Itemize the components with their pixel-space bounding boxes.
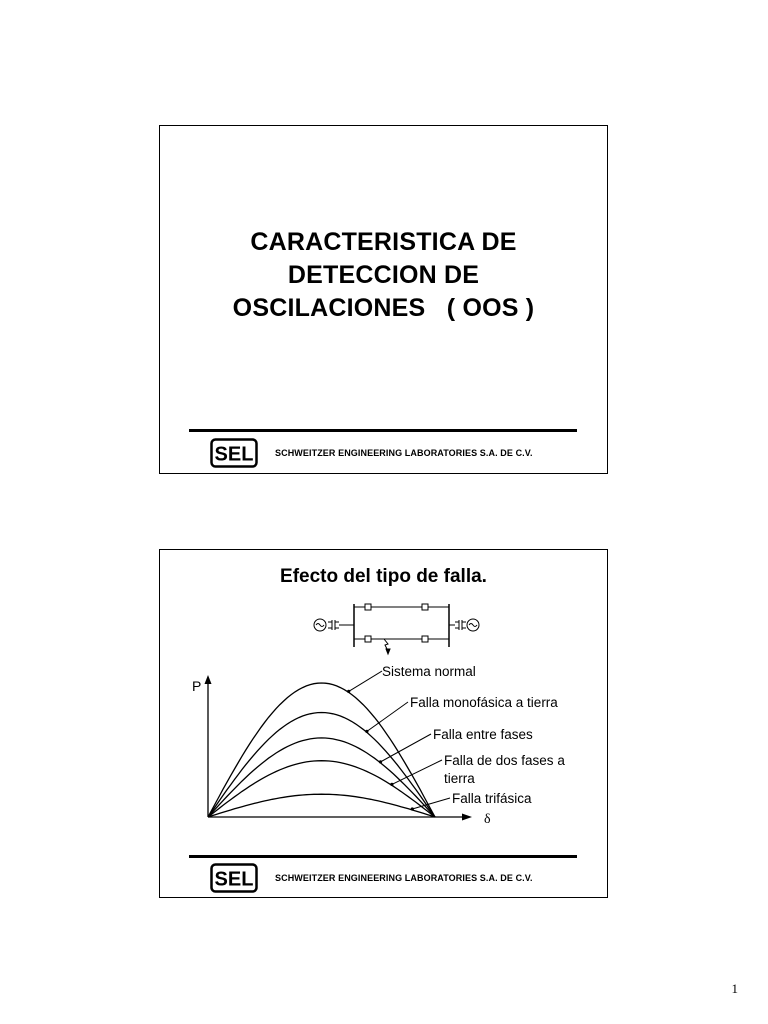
fault-arrow-icon	[386, 649, 390, 654]
title-line-2: DETECCION DE	[287, 261, 480, 289]
footer-divider	[189, 429, 577, 432]
leader-arrow-2	[365, 730, 368, 733]
breaker-icon	[422, 604, 428, 610]
leader-line-1	[349, 671, 382, 691]
page-number: 1	[731, 981, 738, 996]
leader-arrow-3	[379, 760, 382, 763]
breaker-icon	[365, 636, 371, 642]
breaker-icon	[365, 604, 371, 610]
transformer-right-icon	[455, 620, 466, 630]
slide-footer	[210, 862, 533, 894]
one-line-diagram	[314, 604, 479, 654]
y-axis-label: P	[192, 678, 202, 694]
company-name: SCHWEITZER ENGINEERING LABORATORIES S.A. DE C.V.	[275, 873, 533, 883]
slide-footer	[210, 437, 533, 469]
label-falla-entre-fases: Falla entre fases	[433, 727, 533, 742]
x-axis-arrow	[462, 814, 472, 821]
leader-line-4	[392, 760, 442, 784]
curve-3	[208, 738, 435, 817]
sine-glyph-right	[469, 624, 477, 627]
logo-text: SEL	[214, 443, 254, 466]
power-angle-chart	[160, 550, 609, 850]
label-sistema-normal: Sistema normal	[382, 664, 476, 679]
curve-5	[208, 794, 435, 817]
leader-arrow-4	[390, 783, 393, 786]
breaker-icon	[422, 636, 428, 642]
leader-arrow-5	[411, 807, 414, 810]
sel-logo	[210, 863, 258, 893]
curve-1	[208, 683, 435, 817]
title-line-3: OSCILACIONES ( OOS )	[232, 294, 535, 322]
curve-2	[208, 713, 435, 818]
x-axis-label: δ	[484, 812, 491, 827]
sel-logo	[210, 438, 258, 468]
label-falla-dos-fases-line-2: tierra	[444, 771, 475, 786]
slide-2	[159, 549, 608, 898]
sine-glyph-left	[316, 624, 324, 627]
slide-1	[159, 125, 608, 474]
footer-divider	[189, 855, 577, 858]
company-name: SCHWEITZER ENGINEERING LABORATORIES S.A. DE C.V.	[275, 448, 533, 458]
slide-2-title: Efecto del tipo de falla.	[280, 566, 487, 587]
logo-text: SEL	[214, 868, 254, 891]
label-falla-monofasica: Falla monofásica a tierra	[410, 695, 558, 710]
transformer-left-icon	[328, 620, 339, 630]
slide-1-title	[160, 226, 607, 325]
leader-arrow-1	[347, 690, 350, 693]
label-falla-trifasica: Falla trifásica	[452, 791, 532, 806]
label-falla-dos-fases-line-1: Falla de dos fases a	[444, 753, 565, 768]
y-axis-arrow	[205, 675, 212, 684]
curves	[208, 683, 435, 817]
title-line-1: CARACTERISTICA DE	[250, 228, 517, 256]
leader-line-3	[381, 734, 432, 762]
